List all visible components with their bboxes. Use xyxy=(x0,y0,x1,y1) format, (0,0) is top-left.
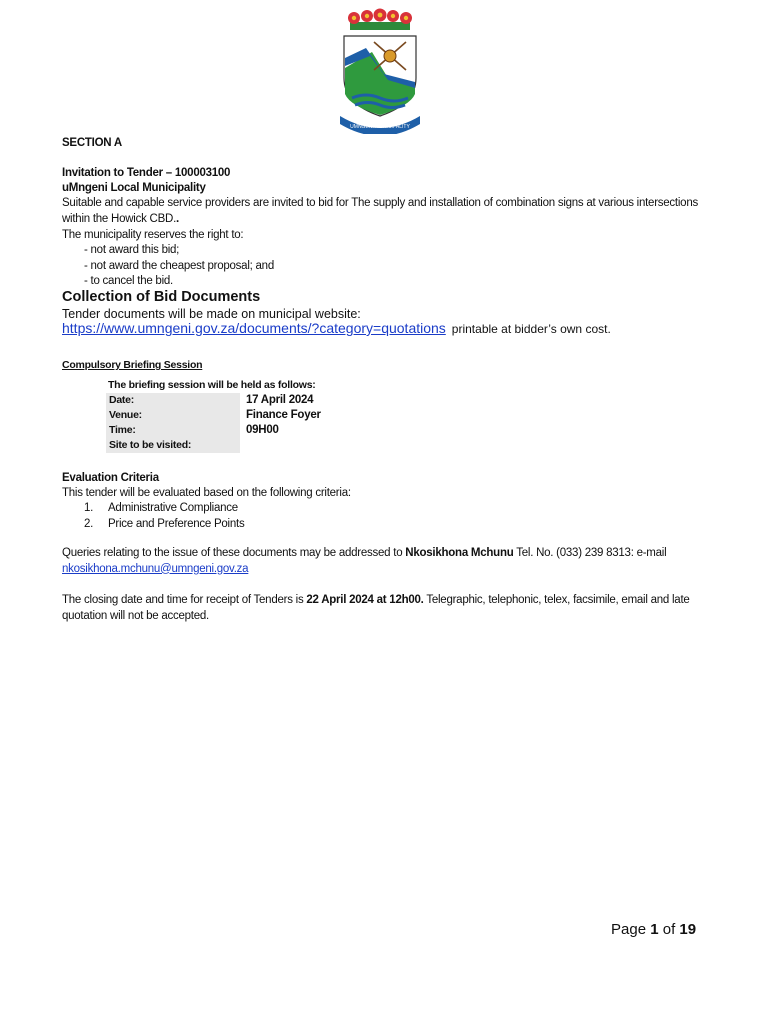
list-item-label: Administrative Compliance xyxy=(108,502,238,514)
page-label: Page xyxy=(611,921,647,938)
briefing-intro: The briefing session will be held as follows: xyxy=(108,379,316,391)
table-row xyxy=(106,408,324,423)
queries-paragraph xyxy=(62,546,702,577)
evaluation-text: This tender will be evaluated based on the following criteria: xyxy=(62,487,351,499)
of-label: of xyxy=(662,921,676,938)
invitation-intro xyxy=(62,196,702,227)
collection-url-line xyxy=(62,320,611,336)
tender-documents-link[interactable]: https://www.umngeni.gov.za/documents/?category=quotations xyxy=(62,320,446,336)
reserve-item: - not award this bid; xyxy=(84,244,180,256)
briefing-time-label: Time: xyxy=(106,423,240,438)
reserve-list xyxy=(84,243,274,290)
contact-name: Nkosikhona Mchunu xyxy=(405,547,514,559)
closing-datetime: 22 April 2024 at 12h00. xyxy=(306,594,424,606)
list-item-number: 2. xyxy=(84,517,94,530)
queries-tel: Tel. No. (033) 239 8313: e-mail xyxy=(516,547,667,559)
list-item-label: Price and Preference Points xyxy=(108,517,245,530)
list-item-number: 1. xyxy=(84,502,94,514)
table-row xyxy=(106,393,324,408)
closing-paragraph xyxy=(62,593,702,624)
closing-prefix: The closing date and time for receipt of Tenders is xyxy=(62,594,304,606)
reserves-text: The municipality reserves the right to: xyxy=(62,229,244,241)
list-item xyxy=(84,517,244,533)
evaluation-heading: Evaluation Criteria xyxy=(62,472,159,484)
page-number: 1 xyxy=(650,921,659,938)
collection-heading: Collection of Bid Documents xyxy=(62,289,261,305)
evaluation-list xyxy=(84,501,244,532)
umngeni-coat-of-arms-logo xyxy=(330,8,430,134)
briefing-venue-label: Venue: xyxy=(106,408,240,423)
queries-prefix: Queries relating to the issue of these documents may be addressed to xyxy=(62,547,403,559)
municipality-name: uMngeni Local Municipality xyxy=(62,182,206,194)
briefing-site-value xyxy=(240,438,324,453)
motto-banner-text: UMNGENI MUNICIPALITY xyxy=(350,124,410,130)
crown-flowers xyxy=(348,9,412,31)
collection-url-suffix: printable at bidder’s own cost. xyxy=(451,322,611,336)
briefing-date-value: 17 April 2024 xyxy=(246,394,314,406)
invitation-intro-end: . xyxy=(176,212,179,225)
briefing-site-label: Site to be visited: xyxy=(106,438,240,453)
collection-text: Tender documents will be made on municipal website: xyxy=(62,307,361,321)
reserve-item: - to cancel the bid. xyxy=(84,275,173,287)
briefing-time-value: 09H00 xyxy=(246,424,279,436)
table-row xyxy=(106,423,324,438)
briefing-date-label: Date: xyxy=(106,393,240,408)
section-title: SECTION A xyxy=(62,137,122,149)
page-number-footer xyxy=(611,921,696,938)
list-item xyxy=(84,501,244,517)
invitation-title: Invitation to Tender – 100003100 xyxy=(62,167,231,179)
briefing-table xyxy=(106,393,324,453)
contact-email-link[interactable]: nkosikhona.mchunu@umngeni.gov.za xyxy=(62,562,249,575)
table-row xyxy=(106,438,324,453)
closing-suffix: Telegraphic, telephonic, telex, facsimile, email and late quotation will not be accepted. xyxy=(62,594,690,622)
briefing-heading: Compulsory Briefing Session xyxy=(62,359,203,371)
total-pages: 19 xyxy=(679,921,697,938)
briefing-venue-value: Finance Foyer xyxy=(246,409,321,421)
invitation-intro-text: Suitable and capable service providers are invited to bid for The supply and installation of combination signs at various intersections within the Howick CBD. xyxy=(62,197,698,225)
shield xyxy=(344,36,416,116)
reserve-item: - not award the cheapest proposal; and xyxy=(84,259,274,272)
motto-banner xyxy=(340,116,420,134)
